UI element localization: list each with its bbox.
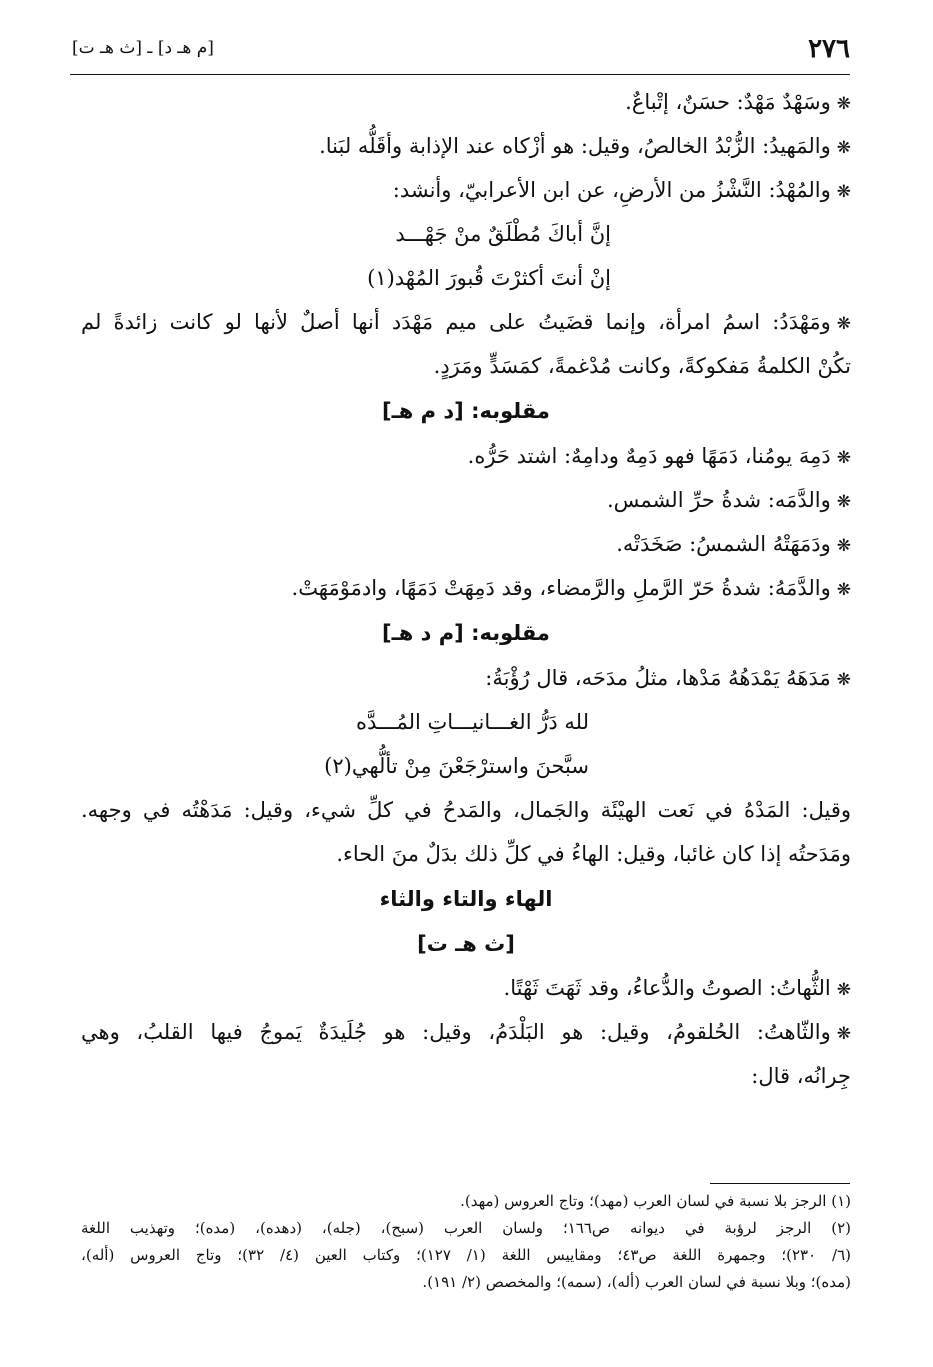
entry-text: وسَهْدٌ مَهْدٌ: حسَنٌ، إتْباعٌ. xyxy=(625,90,831,114)
verse-line: لله دَرُّ الغـــانيـــاتِ المُـــدَّه xyxy=(355,710,589,734)
page-header xyxy=(72,34,850,72)
footnote-rule xyxy=(710,1183,850,1184)
star-icon: ❋ xyxy=(836,492,851,512)
header-rule xyxy=(70,74,850,75)
root-heading-tht: [ث هـ ت] xyxy=(417,932,515,956)
running-head: [م هـ د] ـ [ث هـ ت] xyxy=(72,38,214,58)
entry-text: دَمِهَ يومُنا، دَمَهًا فهو دَمِهٌ ودامِهٌ: اشتد حَرُّه. xyxy=(467,444,831,468)
entry-text: ومَهْدَدُ: اسمُ امرأة، وإنما قضَيتُ على ميم مَهْدَد أنها أصلٌ لأنها لو كانت زائدةً لم xyxy=(81,310,831,334)
entry-muhd xyxy=(81,168,851,212)
entry-text: والمَهيدُ: الزُّبْدُ الخالصُ، وقيل: هو أزْكاه عند الإذابة وأقَلُّه لبَنا. xyxy=(319,134,831,158)
footnote-2-end: (مده)؛ وبلا نسبة في لسان العرب (أله)، (سمه)؛ والمخصص (٢/ ١٩١). xyxy=(422,1273,851,1291)
footnote-2: (٢) الرجز لرؤبة في ديوانه ص١٦٦؛ ولسان العرب (سبح)، (جله)، (دهده)، (مده)؛ وتهذيب اللغة xyxy=(81,1219,851,1237)
star-icon: ❋ xyxy=(836,94,851,114)
entry-mahdad-continued: تكُنْ الكلمةُ مَفكوكةً، وكانت مُدْغمةً، كمَسَدٍّ ومَرَدٍ. xyxy=(433,354,851,378)
entry-damah xyxy=(81,478,851,522)
entry-text: الثُّهاتُ: الصوتُ والدُّعاءُ، وقد ثَهَتَ ثَهْتًا. xyxy=(503,976,831,1000)
entry-text: والدَّمَه: شدةُ حرِّ الشمس. xyxy=(606,488,831,512)
footnotes xyxy=(81,1188,851,1296)
entry-text: والدَّمَهُ: شدةُ حَرّ الرَّملِ والرَّمضاء، وقد دَمِهَتْ دَمَهًا، وادمَوْمَهَتْ. xyxy=(291,576,831,600)
star-icon: ❋ xyxy=(836,536,851,556)
section-subheading-mdh: مقلوبه: [م د هـ] xyxy=(382,621,550,645)
entry-dameh xyxy=(81,434,851,478)
paragraph-qila: وقيل: المَدْهُ في نَعت الهيْئَة والجَمال، والمَدحُ في كلِّ شيء، وقيل: مَدَهْتُه في وجهه. xyxy=(81,798,851,822)
star-icon: ❋ xyxy=(836,980,851,1000)
entry-thuhat xyxy=(81,966,851,1010)
entry-mahdad xyxy=(81,300,851,344)
verse-line: سبَّحنَ واسترْجَعْنَ مِنْ تألُّهي(٢) xyxy=(324,754,589,778)
entry-sahd xyxy=(81,80,851,124)
footnote-2-continued: (٦/ ٢٣٠)؛ وجمهرة اللغة ص٤٣؛ ومقاييس اللغة (١/ ١٢٧)؛ وكتاب العين (٤/ ٣٢)؛ وتاج العروس (أله)، xyxy=(81,1246,851,1264)
entry-damah-raml xyxy=(81,566,851,610)
entry-text: والثّاهتُ: الحُلقومُ، وقيل: هو البَلْدَمُ، وقيل: هو جُلَيدَةٌ يَموجُ فيها القلبُ، وهي xyxy=(81,1020,831,1044)
entry-madahahu xyxy=(81,656,851,700)
entry-text: ودَمَهَتْهُ الشمسُ: صَخَدَتْه. xyxy=(616,532,831,556)
body-text xyxy=(81,80,851,1098)
star-icon: ❋ xyxy=(836,314,851,334)
star-icon: ❋ xyxy=(836,670,851,690)
verse-line: إنَّ أباكَ مُطْلَقٌ منْ جَهْـــد xyxy=(395,222,611,246)
star-icon: ❋ xyxy=(836,580,851,600)
star-icon: ❋ xyxy=(836,448,851,468)
section-subheading-dmh: مقلوبه: [د م هـ] xyxy=(382,399,550,423)
chapter-heading: الهاء والتاء والثاء xyxy=(379,887,553,911)
entry-damahathu xyxy=(81,522,851,566)
footnote-1: (١) الرجز بلا نسبة في لسان العرب (مهد)؛ وتاج العروس (مهد). xyxy=(460,1192,851,1210)
entry-thahit xyxy=(81,1010,851,1054)
page-number: ٢٧٦ xyxy=(808,34,850,64)
entry-mahid xyxy=(81,124,851,168)
entry-thahit-continued: جِرانُه، قال: xyxy=(751,1064,851,1088)
star-icon: ❋ xyxy=(836,1024,851,1044)
verse-line: إنْ أنتَ أكثرْتَ قُبورَ المُهْد(١) xyxy=(367,266,611,290)
entry-text: والمُهْدُ: النَّشْزُ من الأرضِ، عن ابن الأعرابيّ، وأنشد: xyxy=(392,178,831,202)
paragraph-qila-continued: ومَدَحتُه إذا كان غائبا، وقيل: الهاءُ في كلِّ ذلك بدَلٌ منَ الحاء. xyxy=(336,842,851,866)
entry-text: مَدَهَهُ يَمْدَهُهُ مَدْها، مثلُ مدَحَه، قال رُؤْبَةُ: xyxy=(485,666,831,690)
star-icon: ❋ xyxy=(836,182,851,202)
star-icon: ❋ xyxy=(836,138,851,158)
